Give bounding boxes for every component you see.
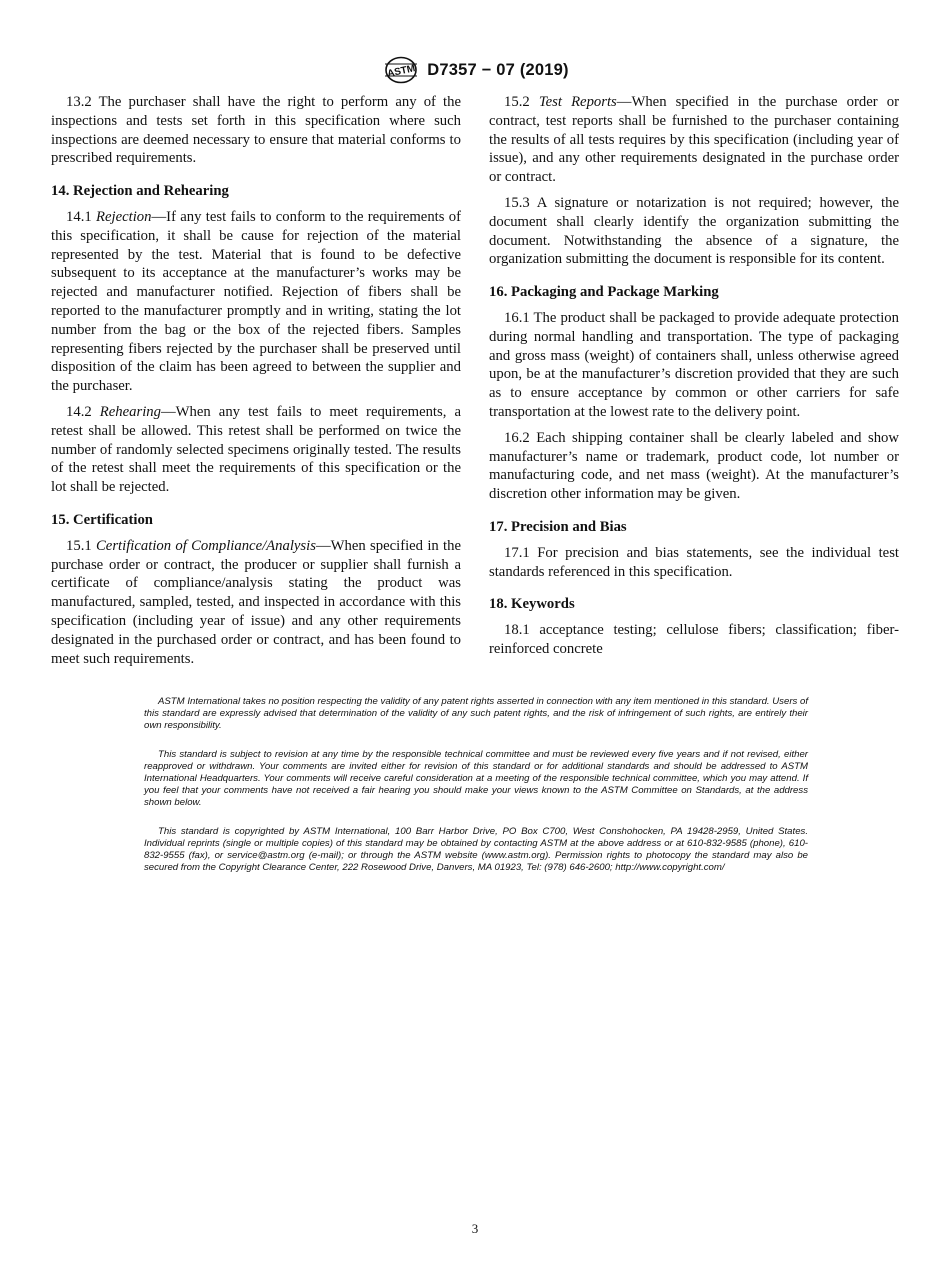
right-column: [489, 93, 899, 666]
term-rejection: Rejection: [96, 208, 152, 225]
paragraph-number: 15.1: [66, 537, 92, 554]
term-rehearing: Rehearing: [99, 403, 161, 420]
section-14-heading: 14. Rejection and Rehearing: [51, 183, 229, 200]
paragraph-text: —When any test fails to meet requirements, a retest shall be allowed. This retest shall be performed on twice the number of randomly selected specimens originally tested. The results of the retest shall meet the requirements of this specification or the lot shall be rejected.: [51, 403, 461, 496]
paragraph-15-1: [51, 537, 461, 669]
paragraph-14-1: [51, 208, 461, 396]
paragraph-number: 15.2: [504, 94, 530, 110]
page-number: 3: [471, 1221, 479, 1236]
paragraph-16-2: 16.2 Each shipping container shall be clearly labeled and show manufacturer’s name or trademark, product code, lot number or manufacturing code, and net mass (weight). At the manufacturer’s discretion other information may be given.: [489, 429, 899, 503]
section-18-heading: 18. Keywords: [489, 596, 575, 613]
paragraph-16-1: 16.1 The product shall be packaged to provide adequate protection during normal handling and transportation. The type of packaging and gross mass (weight) of containers shall, unless otherwise agreed upon, be at the manufacturer’s discretion provided that they are such as to ensure acceptance by common or other carriers for safe transportation at the lowest rate to the delivery point.: [489, 309, 899, 420]
paragraph-13-2: 13.2 The purchaser shall have the right to perform any of the inspections and tests set forth in this specification where such inspections are deemed necessary to ensure that material conforms to prescribed requirements.: [51, 94, 461, 167]
footer-notes: [144, 696, 808, 890]
page-header: [0, 56, 950, 84]
copyright-note: This standard is copyrighted by ASTM International, 100 Barr Harbor Drive, PO Box C700, West Conshohocken, PA 19428-2959, United States. Individual reprints (single or multiple copies) of this standard may be obtained by contacting ASTM at the above address or at 610-832-9585 (phone), 610-832-9555 (fax), or service@astm.org (e-mail); or through the ASTM website (www.astm.org). Permission rights to photocopy the standard may also be secured from the Copyright Clearance Center, 222 Rosewood Drive, Danvers, MA 01923, Tel: (978) 646-2600; http://www.copyright.com/: [144, 825, 808, 874]
revision-note: This standard is subject to revision at any time by the responsible technical committee and must be reviewed every five years and if not revised, either reapproved or withdrawn. Your comments are invited either for revision of this standard or for additional standards and should be addressed to ASTM International Headquarters. Your comments will receive careful consideration at a meeting of the responsible technical committee, which you may attend. If you feel that your comments have not received a fair hearing you should make your views known to the ASTM Committee on Standards, at the address shown below.: [144, 748, 808, 809]
paragraph-text: —When specified in the purchase order or contract, the producer or supplier shall furnish a certificate of compliance/analysis stating the product was manufactured, sampled, tested, and inspected in accordance with this specification (including year of issue) and any other requirements designated in the purchased order or contract, and has been found to meet such requirements.: [51, 537, 462, 667]
document-id: D7357 − 07 (2019): [427, 60, 569, 79]
paragraph-15-2: [489, 93, 899, 187]
section-15-heading: 15. Certification: [51, 511, 153, 528]
astm-logo-icon: [381, 56, 421, 84]
section-16-heading: 16. Packaging and Package Marking: [489, 284, 719, 301]
section-17-heading: 17. Precision and Bias: [489, 518, 627, 535]
paragraph-17-1: 17.1 For precision and bias statements, see the individual test standards referenced in this specification.: [489, 544, 899, 580]
term-test-reports: Test Reports: [538, 94, 617, 110]
paragraph-14-2: [51, 403, 461, 497]
paragraph-text: —If any test fails to conform to the requirements of this specification, it shall be cause for rejection of the material represented by the test. Material that is found to be defective subsequent to its acceptance at the manufacturer’s works may be rejected and manufacturer notified. Rejection of fibers shall be reported to the manufacturer promptly and in writing, stating the lot number from the bag or the box of the rejected fibers. Samples representing fibers rejected by the purchaser shall be preserved until disposition of the claim has been agreed to between the supplier and the purchaser.: [51, 208, 461, 395]
svg-text:ASTM: ASTM: [386, 63, 417, 80]
paragraph-18-1: 18.1 acceptance testing; cellulose fibers; classification; fiber-reinforced concrete: [489, 622, 899, 657]
paragraph-15-3: 15.3 A signature or notarization is not required; however, the document shall clearly identify the organization submitting the document. Notwithstanding the absence of a signature, the organization submitting the document is responsible for its content.: [489, 194, 899, 268]
paragraph-number: 14.1: [66, 208, 92, 225]
patent-note: ASTM International takes no position respecting the validity of any patent rights asserted in connection with any item mentioned in this standard. Users of this standard are expressly advised that determination of the validity of any such patent rights, and the risk of infringement of such rights, are entirely their own responsibility.: [144, 696, 808, 732]
paragraph-number: 14.2: [66, 403, 92, 420]
paragraph-text: —When specified in the purchase order or contract, test reports shall be furnished to the purchaser containing the results of all tests requires by this specification (including year of issue), and any other requirements designated in the purchase order or contract.: [489, 94, 900, 186]
left-column: [51, 93, 461, 675]
term-certification: Certification of Compliance/Analysis: [96, 537, 316, 554]
